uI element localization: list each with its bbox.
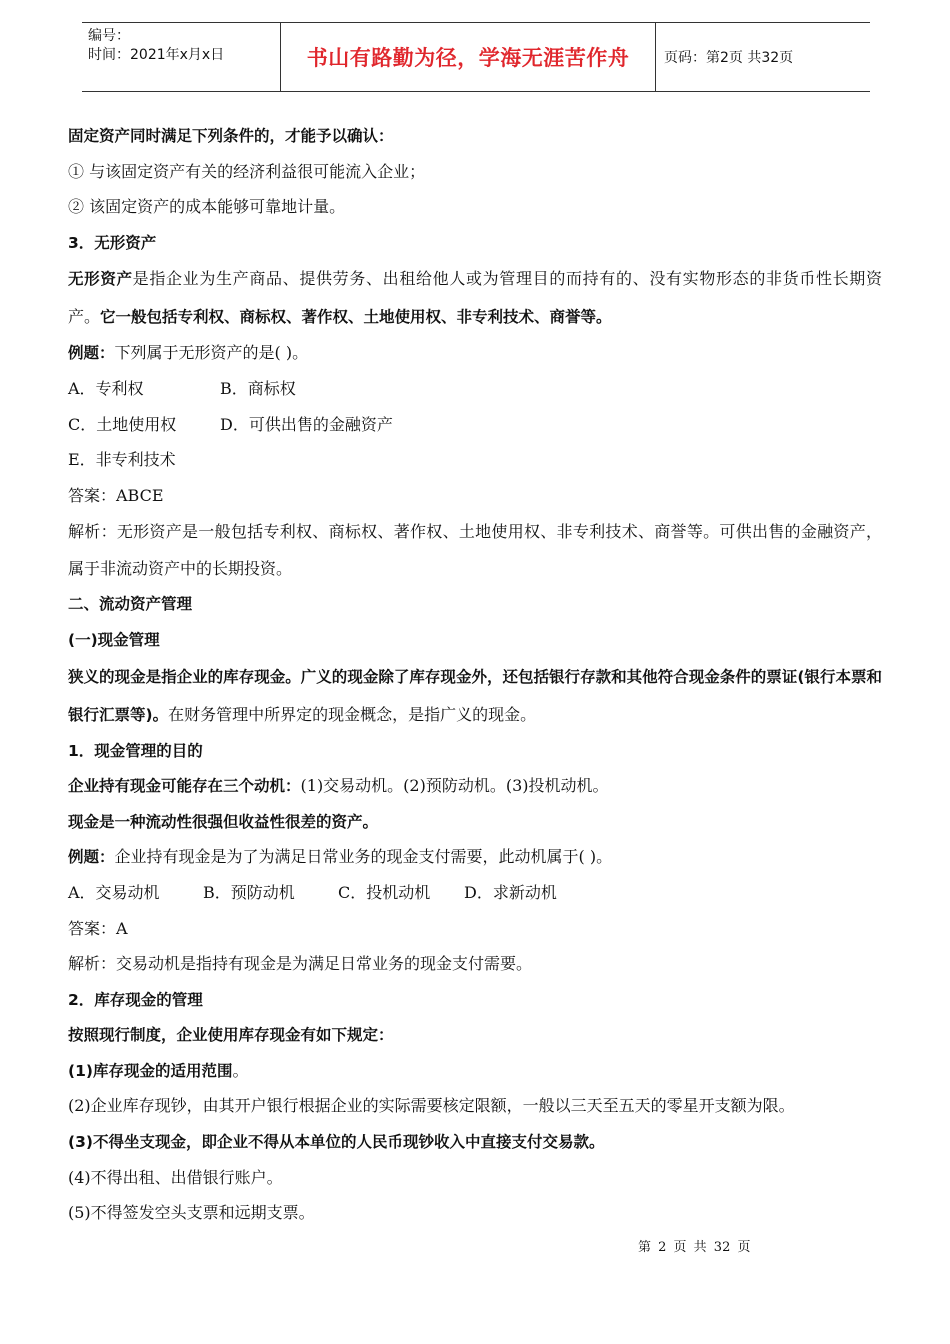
- question-text: 企业持有现金是为了为满足日常业务的现金支付需要，此动机属于( )。: [114, 847, 613, 867]
- answer: 答案：ABCE: [68, 485, 164, 505]
- option: C．土地使用权: [68, 414, 177, 434]
- paragraph: 现金是一种流动性很强但收益性很差的资产。: [68, 812, 379, 831]
- emphasis: 狭义的现金是指企业的库存现金。广义的现金除了库存现金外，还包括银行存款和其他符合现金条件的票证(银行本票和银行汇票等)。: [68, 667, 882, 724]
- section-heading: 二、流动资产管理: [68, 595, 193, 614]
- rule-item: (5)不得签发空头支票和远期支票。: [68, 1203, 315, 1223]
- answer: 答案：A: [68, 918, 128, 938]
- option-row: [68, 414, 882, 436]
- question: [68, 846, 882, 868]
- option: C．投机动机: [338, 882, 431, 902]
- rule-item: (4)不得出租、出借银行账户。: [68, 1167, 283, 1187]
- option-row: [68, 449, 882, 471]
- paragraph: ① 与该固定资产有关的经济利益很可能流入企业；: [68, 161, 426, 181]
- option: E．非专利技术: [68, 450, 176, 470]
- option-row: [68, 378, 882, 400]
- option: A．交易动机: [68, 882, 160, 902]
- paragraph: 按照现行制度，企业使用库存现金有如下规定：: [68, 1026, 394, 1045]
- paragraph-text: 在财务管理中所界定的现金概念，是指广义的现金。: [168, 704, 537, 724]
- option: D．可供出售的金融资产: [220, 414, 393, 434]
- question-text: 下列属于无形资产的是( )。: [114, 343, 309, 363]
- paragraph: [68, 260, 882, 336]
- header-page-label: 页码：第2页 共32页: [664, 50, 794, 66]
- section-heading: (一)现金管理: [68, 630, 160, 649]
- option: A．专利权: [68, 378, 144, 398]
- emphasis: 企业持有现金可能存在三个动机：: [68, 777, 301, 796]
- header-meta: [88, 27, 280, 65]
- question-label: 例题：: [68, 344, 115, 363]
- paragraph: ② 该固定资产的成本能够可靠地计量。: [68, 197, 346, 217]
- explanation: 解析：交易动机是指持有现金是为满足日常业务的现金支付需要。: [68, 954, 533, 974]
- section-heading: 3．无形资产: [68, 233, 157, 252]
- emphasis: 它一般包括专利权、商标权、著作权、土地使用权、非专利技术、商誉等。: [100, 308, 612, 327]
- rule-item: [68, 1060, 882, 1082]
- rule-text: 库存现金的适用范围: [92, 1061, 233, 1080]
- section-heading: 1．现金管理的目的: [68, 741, 203, 760]
- term: 无形资产: [68, 270, 133, 289]
- page-footer: 第 2 页 共 32 页: [638, 1240, 751, 1255]
- option: B．商标权: [220, 378, 296, 398]
- header-motto: 书山有路勤为径，学海无涯苦作舟: [280, 23, 656, 91]
- rule-punct: 。: [232, 1060, 249, 1080]
- definition: 是指企业为生产商品、提供劳务、出租给他人或为管理目的而持有的、没有实物形态的非货币性长期资产。: [68, 269, 882, 327]
- option: B．预防动机: [203, 882, 295, 902]
- doc-time-label: 时间：2021年x月x日: [88, 47, 225, 63]
- rule-number: (1): [68, 1061, 93, 1080]
- paragraph: [68, 775, 882, 797]
- option-row: [68, 882, 882, 904]
- option: D．求新动机: [464, 882, 557, 902]
- doc-number-label: 编号：: [88, 28, 130, 44]
- document-body: [68, 125, 882, 1238]
- paragraph-text: (1)交易动机。(2)预防动机。(3)投机动机。: [300, 776, 609, 796]
- question-label: 例题：: [68, 848, 115, 867]
- explanation: 解析：无形资产是一般包括专利权、商标权、著作权、土地使用权、非专利技术、商誉等。可供出售的金融资产，属于非流动资产中的长期投资。: [68, 522, 882, 579]
- paragraph: 固定资产同时满足下列条件的，才能予以确认：: [68, 127, 394, 145]
- question: [68, 342, 882, 364]
- rule-item: (2)企业库存现钞，由其开户银行根据企业的实际需要核定限额，一般以三天至五天的零星开支额为限。: [68, 1096, 795, 1116]
- paragraph: [68, 658, 882, 734]
- page-header: [82, 22, 870, 92]
- section-heading: 2．库存现金的管理: [68, 990, 203, 1009]
- rule-item: (3)不得坐支现金，即企业不得从本单位的人民币现钞收入中直接支付交易款。: [68, 1133, 605, 1152]
